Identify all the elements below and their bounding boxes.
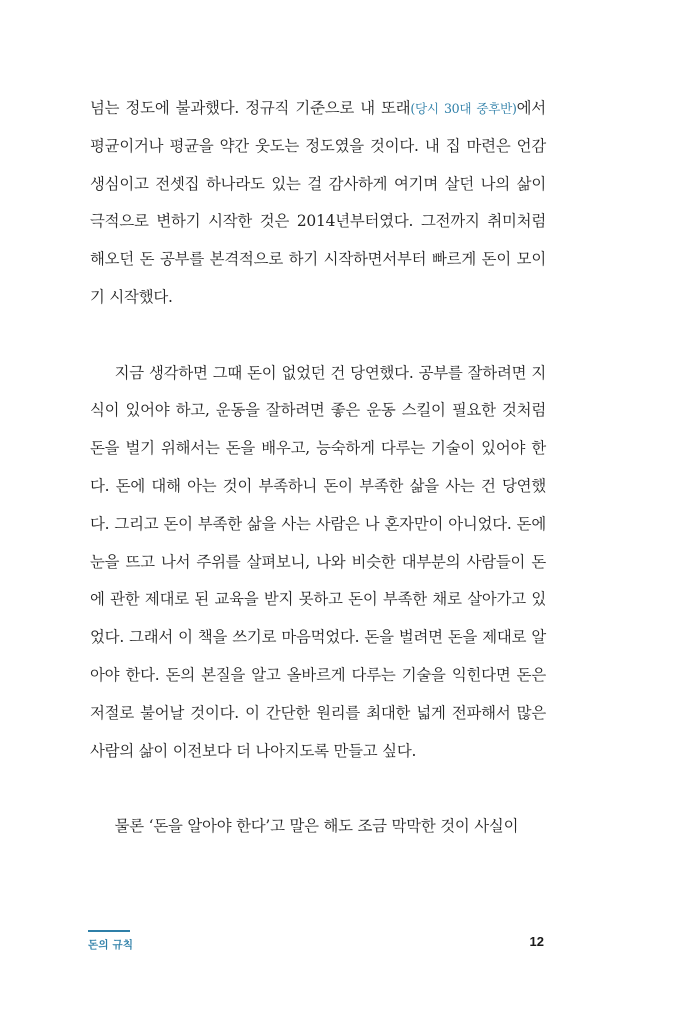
body-text (90, 90, 546, 846)
footer-rule (88, 930, 130, 932)
paragraph-2: 지금 생각하면 그때 돈이 없었던 건 당연했다. 공부를 잘하려면 지식이 있어야 하고, 운동을 잘하려면 좋은 운동 스킬이 필요한 것처럼 돈을 벌기 위해서는 돈을 배우고, 능숙하게 다루는 기술이 있어야 한다. 돈에 대해 아는 것이 부족하니 돈이 부족한 삶을 사는 건 당연했다. 그리고 돈이 부족한 삶을 사는 사람은 나 혼자만이 아니었다. 돈에 눈을 뜨고 나서 주위를 살펴보니, 나와 비슷한 대부분의 사람들이 돈에 관한 제대로 된 교육을 받지 못하고 돈이 부족한 채로 살아가고 있었다. 그래서 이 책을 쓰기로 마음먹었다. 돈을 벌려면 돈을 제대로 알아야 한다. 돈의 본질을 알고 올바르게 다루는 기술을 익힌다면 돈은 저절로 불어날 것이다. 이 간단한 원리를 최대한 넓게 전파해서 많은 사람의 삶이 이전보다 더 나아지도록 만들고 싶다. (90, 363, 546, 760)
footer-book-title: 돈의 규칙 (88, 939, 134, 951)
page-number: 12 (529, 934, 544, 949)
paragraph-3: 물론 ‘돈을 알아야 한다’고 말은 해도 조금 막막한 것이 사실이 (114, 817, 519, 836)
paragraph-1-age-note: (당시 30대 중후반) (410, 101, 517, 116)
paragraph-1 (90, 90, 546, 317)
paragraph-1-text-start: 넘는 정도에 불과했다. 정규직 기준으로 내 또래 (90, 99, 411, 117)
paragraph-1-text-end: 에서 평균이거나 평균을 약간 웃도는 정도였을 것이다. 내 집 마련은 언감생심이고 전셋집 하나라도 있는 걸 감사하게 여기며 살던 나의 삶이 극적으로 변하기 시작한 것은 2014년부터였다. 그전까지 취미처럼 해오던 돈 공부를 본격적으로 하기 시작하면서부터 빠르게 돈이 모이기 시작했다. (90, 99, 546, 306)
